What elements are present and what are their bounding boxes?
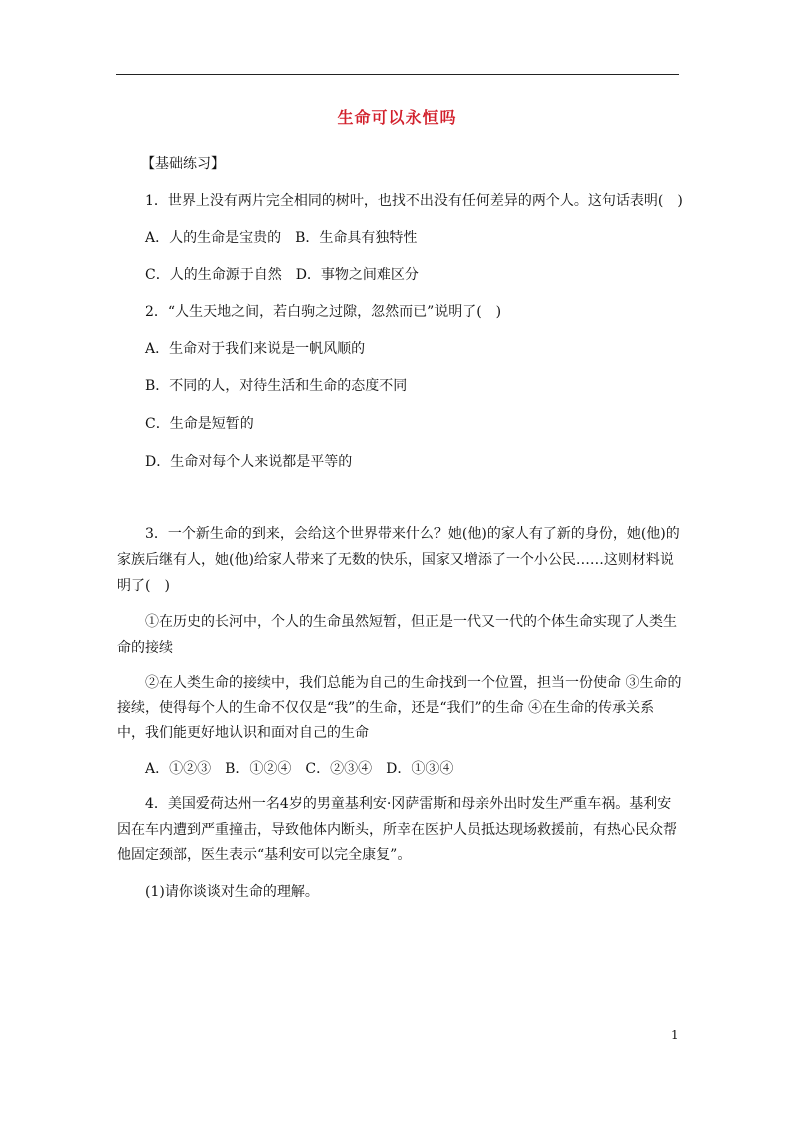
q3-item1-line2: 命的接续 (117, 640, 173, 656)
q2-option-c: C．生命是短暂的 (145, 416, 254, 432)
q3-item1-line1: ①在历史的长河中，个人的生命虽然短暂，但正是一代又一代的个体生命实现了人类生 (145, 614, 677, 630)
q3-item2-line1: ②在人类生命的接续中，我们总能为自己的生命找到一个位置，担当一份使命 ③生命的 (145, 675, 682, 691)
q4-stem-line1: 4．美国爱荷达州一名4岁的男童基利安·冈萨雷斯和母亲外出时发生严重车祸。基利安 (145, 796, 672, 812)
q4-subquestion-1: (1)请你谈谈对生命的理解。 (145, 884, 319, 900)
q1-options-ab: A．人的生命是宝贵的 B．生命具有独特性 (145, 230, 418, 246)
q2-stem: 2．“人生天地之间，若白驹之过隙，忽然而已”说明了( ) (145, 304, 502, 320)
q3-stem-line3: 明了( ) (117, 578, 170, 594)
q1-options-cd: C．人的生命源于自然 D．事物之间难区分 (145, 267, 419, 283)
q1-stem: 1．世界上没有两片完全相同的树叶，也找不出没有任何差异的两个人。这句话表明( ) (145, 193, 683, 209)
q4-stem-line2: 因在车内遭到严重撞击，导致他体内断头，所幸在医护人员抵达现场救援前，有热心民众帮 (117, 822, 677, 838)
q2-option-a: A．生命对于我们来说是一帆风顺的 (145, 341, 366, 357)
q2-option-b: B．不同的人，对待生活和生命的态度不同 (145, 378, 408, 394)
q3-item2-line2: 接续，使得每个人的生命不仅仅是“我”的生命，还是“我们”的生命 ④在生命的传承关系 (117, 700, 655, 716)
q4-stem-line3: 他固定颈部，医生表示“基利安可以完全康复”。 (117, 847, 412, 863)
header-rule (116, 74, 679, 75)
page-number: 1 (671, 1028, 679, 1042)
q3-stem-line2: 家族后继有人，她(他)给家人带来了无数的快乐，国家又增添了一个小公民……这则材料说 (117, 552, 674, 568)
q3-stem-line1: 3．一个新生命的到来，会给这个世界带来什么？她(他)的家人有了新的身份，她(他)的 (145, 526, 680, 542)
q3-options: A．①②③ B．①②④ C．②③④ D．①③④ (145, 761, 454, 777)
q3-item2-line3: 中，我们能更好地认识和面对自己的生命 (117, 725, 369, 741)
q2-option-d: D．生命对每个人来说都是平等的 (145, 454, 353, 470)
page-title: 生命可以永恒吗 (337, 108, 457, 127)
section-heading: 【基础练习】 (141, 156, 225, 172)
